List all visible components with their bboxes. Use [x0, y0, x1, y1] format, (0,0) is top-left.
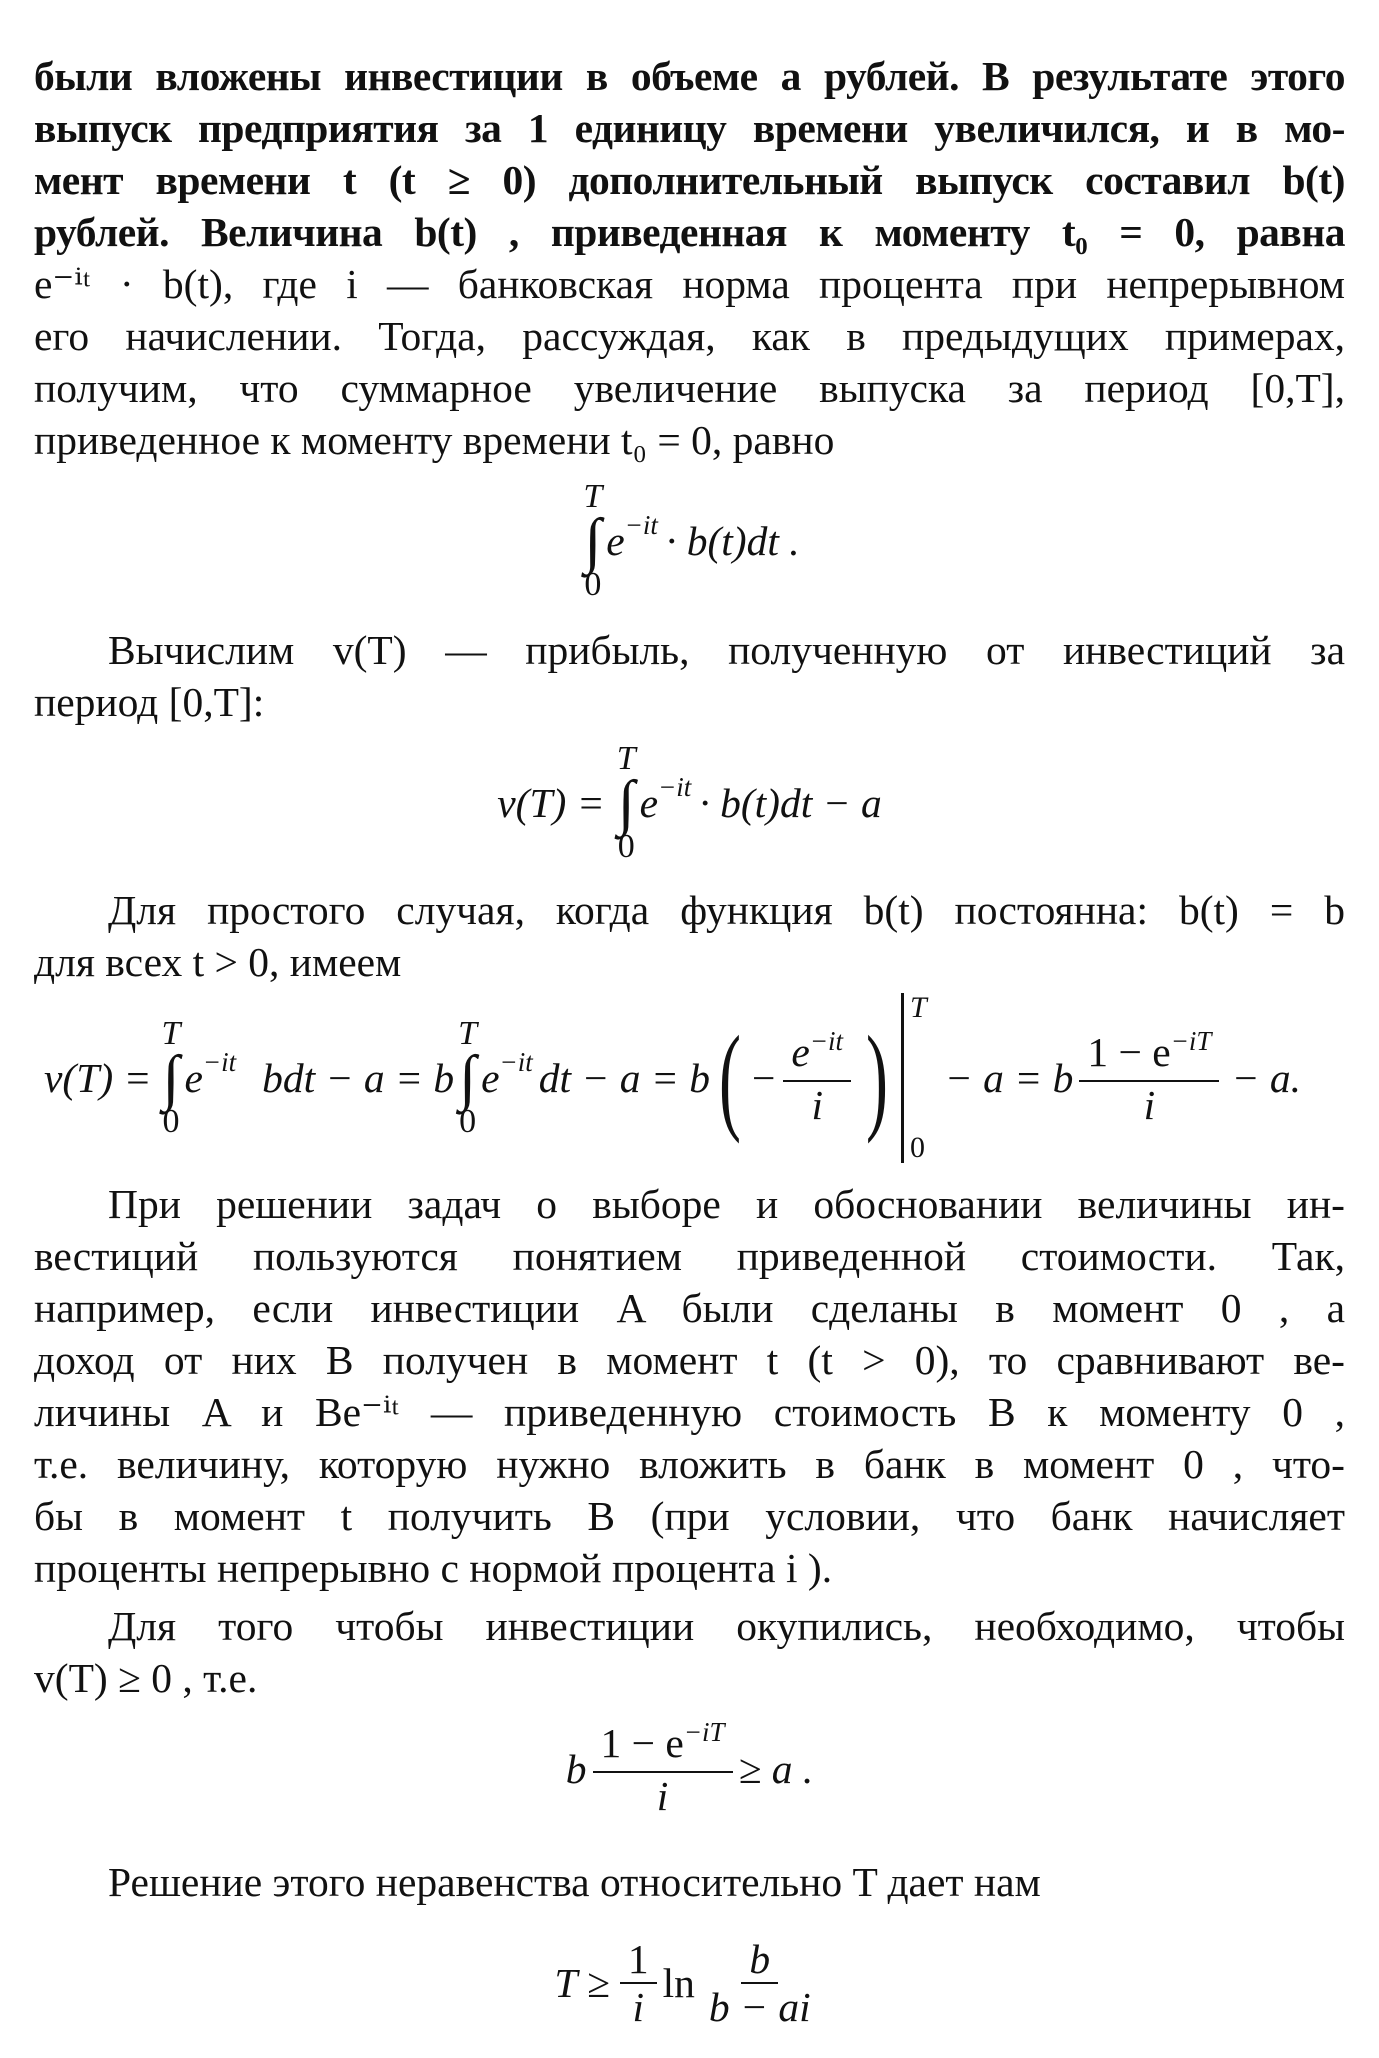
formula-lhs: T ≥: [554, 1960, 610, 2006]
formula-part: e: [184, 1055, 203, 1101]
formula-exponent: −it: [499, 1047, 533, 1077]
text-line: например, если инвестиции A были сделаны в момент 0 , а: [34, 1285, 1345, 1331]
text-line: т.е. величину, которую нужно вложить в банк в момент 0 , что-: [34, 1441, 1345, 1487]
integral-lower-limit: 0: [459, 1103, 477, 1140]
text-line: рублей. Величина b(t) , приведенная к моменту t₀ = 0, равна: [34, 209, 1345, 255]
integrand-rest: · b(t)dt .: [665, 518, 800, 564]
left-paren: (: [719, 1011, 742, 1144]
text-line: период [0,T]:: [34, 679, 265, 725]
fraction-numerator: $1 - e^{-iT}$: [593, 1720, 733, 1773]
formula-profit: [34, 728, 1345, 878]
fraction: [1079, 1025, 1219, 1128]
text-line: были вложены инвестиции в объеме a рублей. В результате этого: [34, 53, 1345, 99]
integrand-exponent: −it: [624, 510, 658, 540]
formula-exponent: −it: [202, 1047, 237, 1077]
fraction-numerator: b: [741, 1936, 778, 1984]
text-line: вестиций пользуются понятием приведенной стоимости. Так,: [34, 1233, 1345, 1279]
formula-part: − a.: [1231, 1055, 1301, 1101]
text-line: мент времени t (t ≥ 0) дополнительный выпуск составил b(t): [34, 157, 1345, 203]
integral-upper-limit: T: [583, 478, 603, 515]
fraction: [620, 1936, 657, 2030]
integrand-base: e: [606, 518, 625, 564]
integral-lower-limit: 0: [584, 566, 602, 603]
paragraph-profit: [34, 624, 1345, 728]
integral-sign: T ∫ 0: [583, 478, 603, 603]
integral-lower-limit: 0: [617, 828, 635, 865]
text-line: Решение этого неравенства относительно T дает нам: [108, 1859, 1041, 1905]
formula-discounted-output: [34, 466, 1345, 616]
integral-upper-limit: T: [161, 1015, 181, 1052]
fraction-numerator: $e^{-it}$: [783, 1029, 851, 1082]
formula-part: bdt − a = b: [262, 1055, 455, 1101]
text-line: для всех t > 0, имеем: [34, 939, 402, 985]
text-line: При решении задач о выборе и обосновании величины ин-: [108, 1181, 1345, 1227]
fraction-denominator: b − ai: [708, 1984, 811, 2030]
integral-sign: T ∫ 0: [458, 1015, 478, 1140]
text-line: проценты непрерывно с нормой процента i ).: [34, 1545, 833, 1591]
integrand-rest: · b(t)dt − a: [699, 780, 882, 826]
formula-part: − a = b: [944, 1055, 1074, 1101]
text-line: доход от них B получен в момент t (t > 0), то сравнивают ве-: [34, 1337, 1345, 1383]
fraction: [783, 1025, 851, 1128]
ln-operator: ln: [662, 1960, 695, 2006]
formula-minus: −: [752, 1055, 776, 1101]
formula-payback-period: [34, 1908, 1345, 2058]
integral-upper-limit: T: [458, 1015, 478, 1052]
text-line: Для простого случая, когда функция b(t) постоянна: b(t) = b: [108, 887, 1345, 933]
text-line: получим, что суммарное увеличение выпуска за период [0,T],: [34, 365, 1345, 411]
formula-part: dt − a = b: [538, 1055, 711, 1101]
paragraph-investment-intro: [34, 50, 1345, 466]
fraction-denominator: i: [632, 1984, 644, 2030]
fraction-denominator: i: [1143, 1081, 1156, 1128]
integral-lower-limit: 0: [162, 1103, 180, 1140]
paragraph-present-value: [34, 1178, 1345, 1594]
fraction: [701, 1936, 819, 2030]
integral-sign: T ∫ 0: [616, 740, 636, 865]
formula-constant-case: [34, 988, 1345, 1168]
paragraph-constant-case: [34, 884, 1345, 988]
evaluation-lower-limit: 0: [910, 1131, 926, 1164]
integrand-base: e: [639, 780, 659, 826]
evaluation-bar: [901, 993, 927, 1163]
right-paren: ): [866, 1011, 889, 1144]
text-line: Для того чтобы инвестиции окупились, необходимо, чтобы: [108, 1603, 1345, 1649]
formula-part: ≥ a .: [738, 1746, 814, 1792]
fraction-denominator: i: [656, 1772, 669, 1819]
paragraph-payback: [34, 1600, 1345, 1704]
fraction-numerator: $1 - e^{-iT}$: [1079, 1029, 1219, 1082]
text-line: v(T) ≥ 0 , т.е.: [34, 1655, 258, 1701]
integral-upper-limit: T: [616, 740, 636, 777]
text-line: бы в момент t получить B (при условии, что банк начисляет: [34, 1493, 1345, 1539]
fraction-numerator: 1: [620, 1936, 657, 1984]
formula-lhs: v(T) =: [44, 1055, 152, 1101]
formula-part: e: [481, 1055, 500, 1101]
integrand-exponent: −it: [658, 772, 692, 802]
text-line: его начислении. Тогда, рассуждая, как в предыдущих примерах,: [34, 313, 1345, 359]
integral-sign: T ∫ 0: [161, 1015, 181, 1140]
fraction: [593, 1716, 733, 1819]
evaluation-upper-limit: T: [910, 991, 927, 1024]
formula-lhs: v(T) =: [497, 780, 605, 826]
text-line: Вычислим v(T) — прибыль, полученную от инвестиций за: [108, 627, 1345, 673]
formula-payback-inequality: [34, 1704, 1345, 1834]
paragraph-solution: [34, 1856, 1345, 1908]
text-line: личины A и Be⁻ⁱᵗ — приведенную стоимость B к моменту 0 ,: [34, 1389, 1345, 1435]
text-line: приведенное к моменту времени t₀ = 0, равно: [34, 417, 835, 463]
text-line: выпуск предприятия за 1 единицу времени увеличился, и в мо-: [34, 105, 1345, 151]
formula-part: b: [565, 1746, 587, 1792]
fraction-denominator: i: [811, 1081, 823, 1128]
text-line: e⁻ⁱᵗ · b(t), где i — банковская норма процента при непрерывном: [34, 261, 1345, 307]
